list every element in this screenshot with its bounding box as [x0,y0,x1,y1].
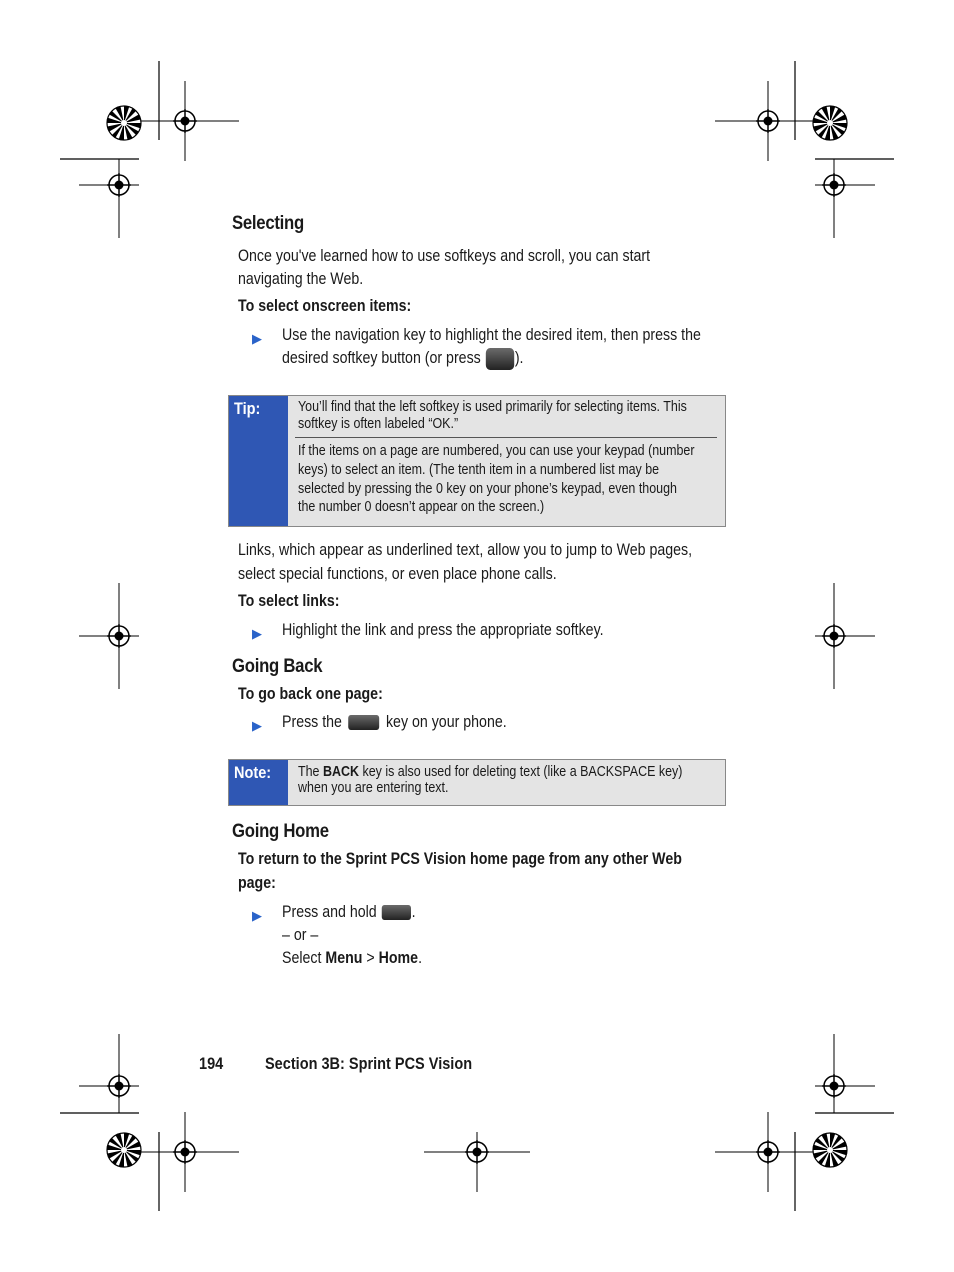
selecting-intro-line1: Once you've learned how to use softkeys and scroll, you can start [238,247,651,265]
subheading-return-home-line2: page: [238,874,276,892]
links-line2: select special functions, or even place phone calls. [238,565,557,583]
subheading-return-home-line1: To return to the Sprint PCS Vision home page from any other Web [238,850,682,868]
select-word: Select [282,949,322,967]
subheading-select-links: To select links: [238,592,340,610]
links-line1: Links, which appear as underlined text, allow you to jump to Web pages, [238,541,693,559]
section-title: Section 3B: Sprint PCS Vision [265,1055,473,1073]
bullet-triangle-icon: ▶ [252,331,262,346]
going-back-bullet-post: key on your phone. [385,713,507,731]
tip-text1-line1: You’ll find that the left softkey is used primarily for selecting items. This [298,399,687,415]
tip-box [228,395,726,527]
note-line1-pre: The [298,764,320,780]
links-bullet: Highlight the link and press the appropriate softkey. [282,621,604,639]
tip-label-cell [229,396,288,526]
heading-selecting: Selecting [232,213,304,234]
back-key-icon [348,715,379,730]
going-home-bullet-post: . [411,903,416,921]
selecting-bullet-line2-pre: desired softkey button (or press [282,349,481,367]
note-label-cell [229,760,288,805]
selecting-intro-line2: navigating the Web. [238,270,364,288]
going-home-or: – or – [282,926,319,944]
tip-text1-line2: softkey is often labeled “OK.” [298,416,459,432]
going-back-bullet-pre: Press the [282,713,342,731]
subheading-go-back: To go back one page: [238,685,383,703]
note-label: Note: [234,764,272,782]
back-key-icon [381,905,410,920]
tip-text2-line1: If the items on a page are numbered, you can use your keypad (number [298,443,695,459]
subheading-select-onscreen: To select onscreen items: [238,297,412,315]
selecting-bullet-line2 [282,347,523,371]
bullet-triangle-icon: ▶ [252,626,262,641]
menu-label: Menu [325,949,363,967]
going-home-bullet-pre: Press and hold [282,903,377,921]
page-number: 194 [199,1055,224,1073]
note-line2: when you are entering text. [298,780,449,796]
selecting-bullet-line1: Use the navigation key to highlight the desired item, then press the [282,326,701,344]
going-back-bullet [282,711,507,735]
note-back-key-name: BACK [322,764,359,780]
tip-separator [295,437,717,438]
tip-text2-line4: the number 0 doesn’t appear on the screen.) [298,499,545,515]
going-home-select [282,947,422,971]
selecting-bullet-line2-post: ). [514,349,524,367]
bullet-triangle-icon: ▶ [252,908,262,923]
heading-going-home: Going Home [232,821,329,842]
select-period: . [418,949,423,967]
going-home-bullet [282,901,416,925]
heading-going-back: Going Back [232,656,323,677]
note-box [228,759,726,806]
note-line1-post: key is also used for deleting text (like a BACKSPACE key) [362,764,683,780]
tip-text2-line2: keys) to select an item. (The tenth item in a numbered list may be [298,462,660,478]
home-label: Home [378,949,419,967]
menu-separator: > [366,949,375,967]
tip-label: Tip: [234,400,261,418]
ok-key-icon [486,348,514,370]
tip-text2-line3: selected by pressing the 0 key on your phone’s keypad, even though [298,481,677,497]
bullet-triangle-icon: ▶ [252,718,262,733]
